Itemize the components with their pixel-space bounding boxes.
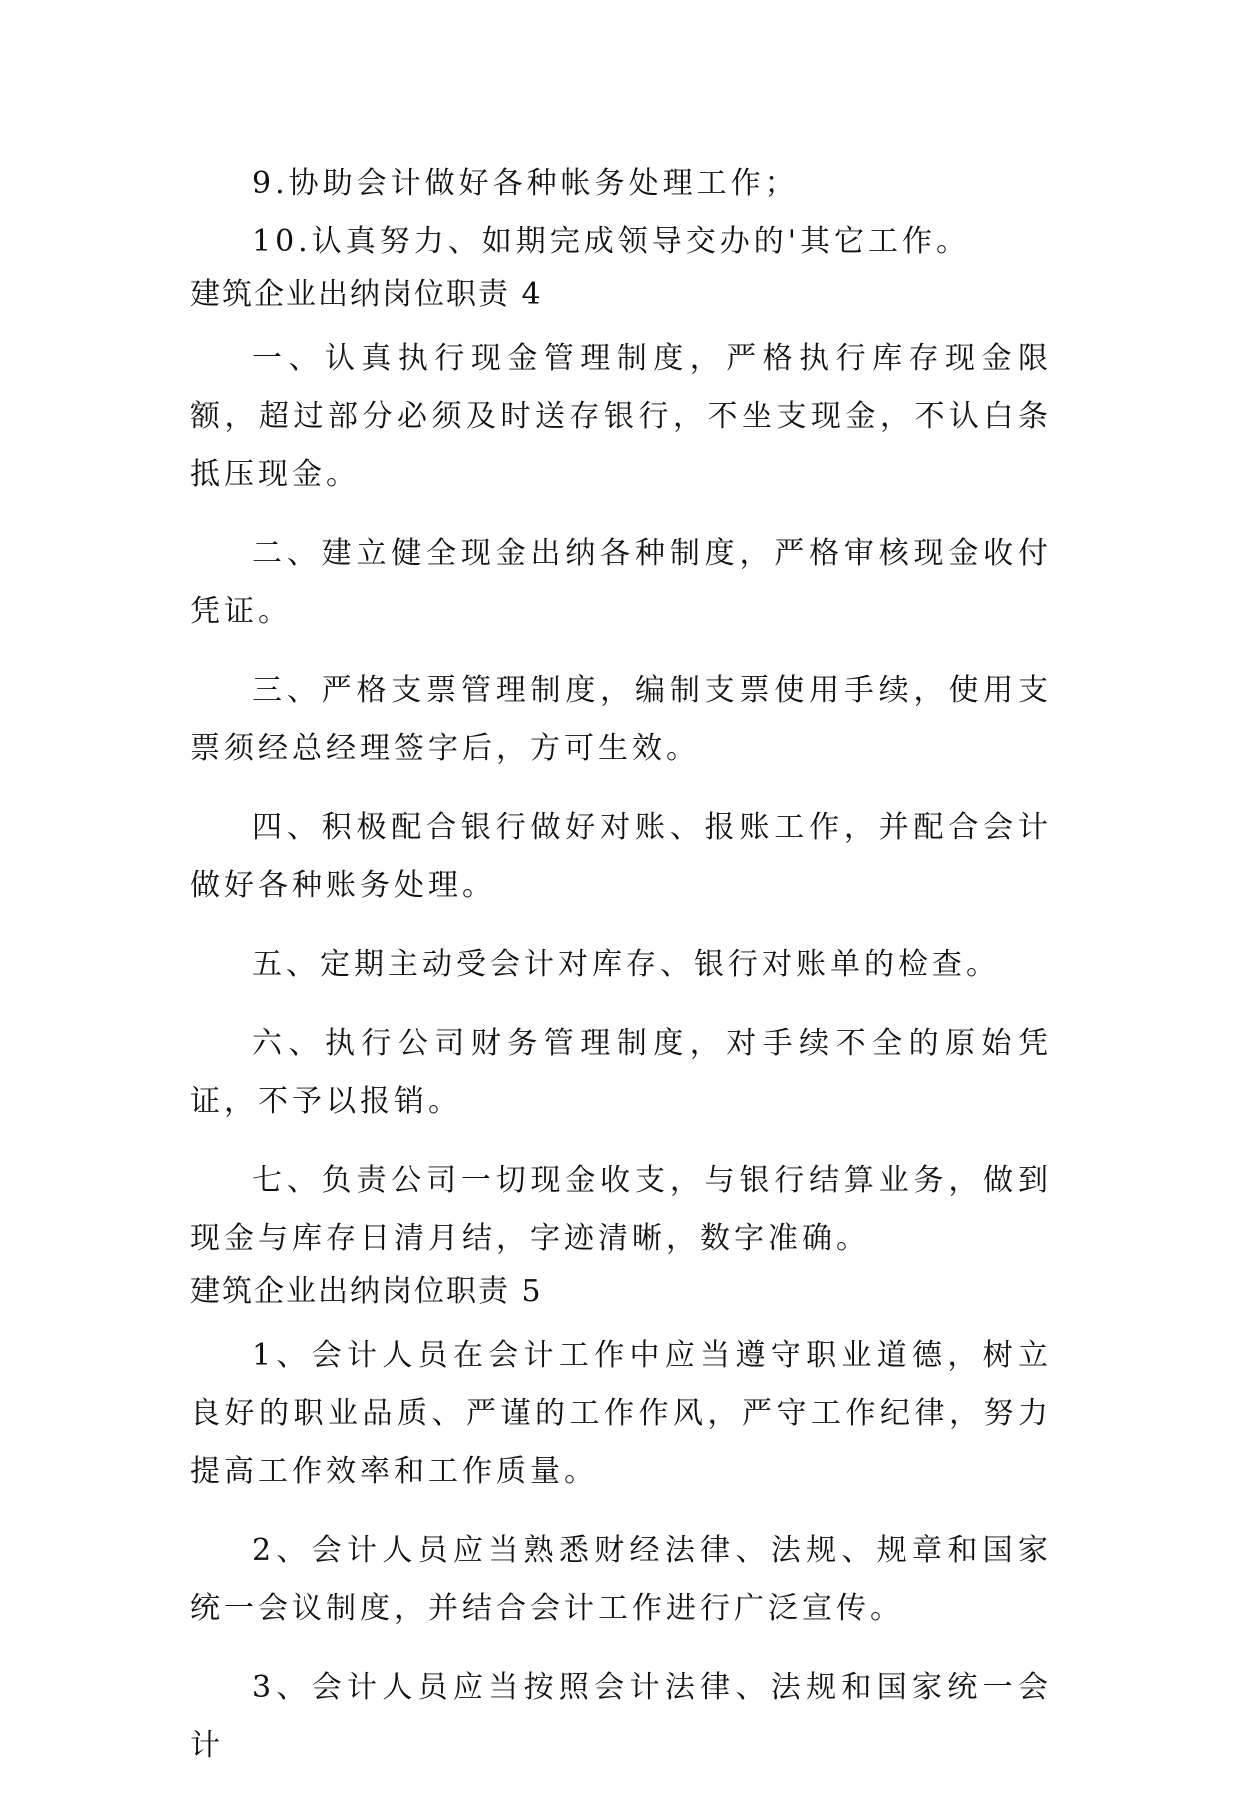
list-item: 1、会计人员在会计工作中应当遵守职业道德，树立良好的职业品质、严谨的工作作风，严守工作纪律，努力提高工作效率和工作质量。 bbox=[190, 1338, 1052, 1489]
list-item: 四、积极配合银行做好对账、报账工作，并配合会计做好各种账务处理。 bbox=[190, 810, 1052, 903]
document-body bbox=[190, 155, 1052, 1796]
list-item: 二、建立健全现金出纳各种制度，严格审核现金收付凭证。 bbox=[190, 536, 1052, 629]
list-item: 2、会计人员应当熟悉财经法律、法规、规章和国家统一会议制度，并结合会计工作进行广泛宣传。 bbox=[190, 1533, 1052, 1626]
list-item: 三、严格支票管理制度，编制支票使用手续，使用支票须经总经理签字后，方可生效。 bbox=[190, 673, 1052, 766]
list-item: 9.协助会计做好各种帐务处理工作； bbox=[252, 166, 799, 201]
list-item: 一、认真执行现金管理制度，严格执行库存现金限额，超过部分必须及时送存银行，不坐支现金，不认白条抵压现金。 bbox=[190, 341, 1052, 492]
list-item: 10.认真努力、如期完成领导交办的'其它工作。 bbox=[252, 224, 970, 259]
list-item: 3、会计人员应当按照会计法律、法规和国家统一会计 bbox=[190, 1670, 1052, 1763]
section-heading: 建筑企业出纳岗位职责 5 bbox=[190, 1274, 543, 1309]
list-item: 七、负责公司一切现金收支，与银行结算业务，做到现金与库存日清月结，字迹清晰，数字准确。 bbox=[190, 1163, 1052, 1256]
section-heading: 建筑企业出纳岗位职责 4 bbox=[190, 277, 543, 312]
list-item: 六、执行公司财务管理制度，对手续不全的原始凭证，不予以报销。 bbox=[190, 1026, 1052, 1119]
list-item: 五、定期主动受会计对库存、银行对账单的检查。 bbox=[252, 947, 1000, 982]
